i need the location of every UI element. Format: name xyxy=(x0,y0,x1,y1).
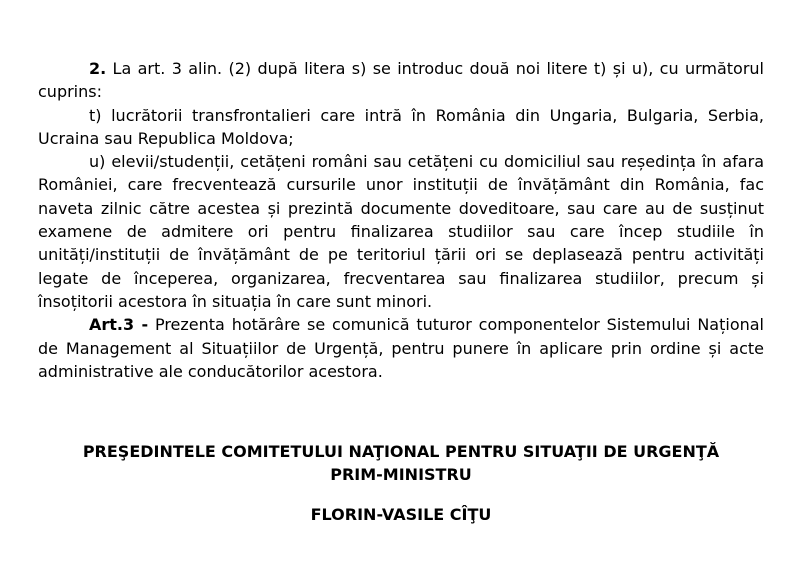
article-number: Art.3 - xyxy=(89,315,149,335)
paragraph-number: 2. xyxy=(89,59,107,78)
signature-role: PRIM-MINISTRU xyxy=(330,465,472,484)
paragraph-text: t) lucrătorii transfrontalieri care intră în România din Ungaria, Bulgaria, Serbia, Ucraina sau Republica Moldova; xyxy=(38,105,764,148)
paragraph-text: u) elevii/studenții, cetățeni români sau cetățeni cu domiciliul sau reședința în afara României, care frecventează cursurile unor instituții de învățământ din România, fac naveta zilnic către acestea și prezintă documente doveditoare, sau care au de susținut examene de admitere ori pentru finalizarea studiilor sau care încep studiile în unități/instituții de învățământ de pe teritoriul țării ori se deplasează pentru activități legate de începerea, organizarea, frecventarea sau finalizarea studiilor, precum și însoțitorii acestora în situația în care sunt minori. xyxy=(38,152,764,311)
signature-name: FLORIN-VASILE CÎŢU xyxy=(310,505,492,524)
signature-block xyxy=(38,440,764,526)
paragraph-letter-u xyxy=(38,150,764,313)
signature-title: PREŞEDINTELE COMITETULUI NAŢIONAL PENTRU SITUAŢII DE URGENŢĂ xyxy=(82,442,720,461)
paragraph-amendment-2 xyxy=(38,57,764,104)
paragraph-letter-t xyxy=(38,104,764,151)
paragraph-text: La art. 3 alin. (2) după litera s) se introduc două noi litere t) și u), cu următorul cuprins: xyxy=(38,59,764,102)
paragraph-text: Prezenta hotărâre se comunică tuturor componentelor Sistemului Național de Management al Situațiilor de Urgență, pentru punere în aplicare prin ordine și acte administrative ale conducătorilor acestora. xyxy=(38,315,764,381)
document-body xyxy=(38,57,764,383)
paragraph-article-3 xyxy=(38,313,764,383)
